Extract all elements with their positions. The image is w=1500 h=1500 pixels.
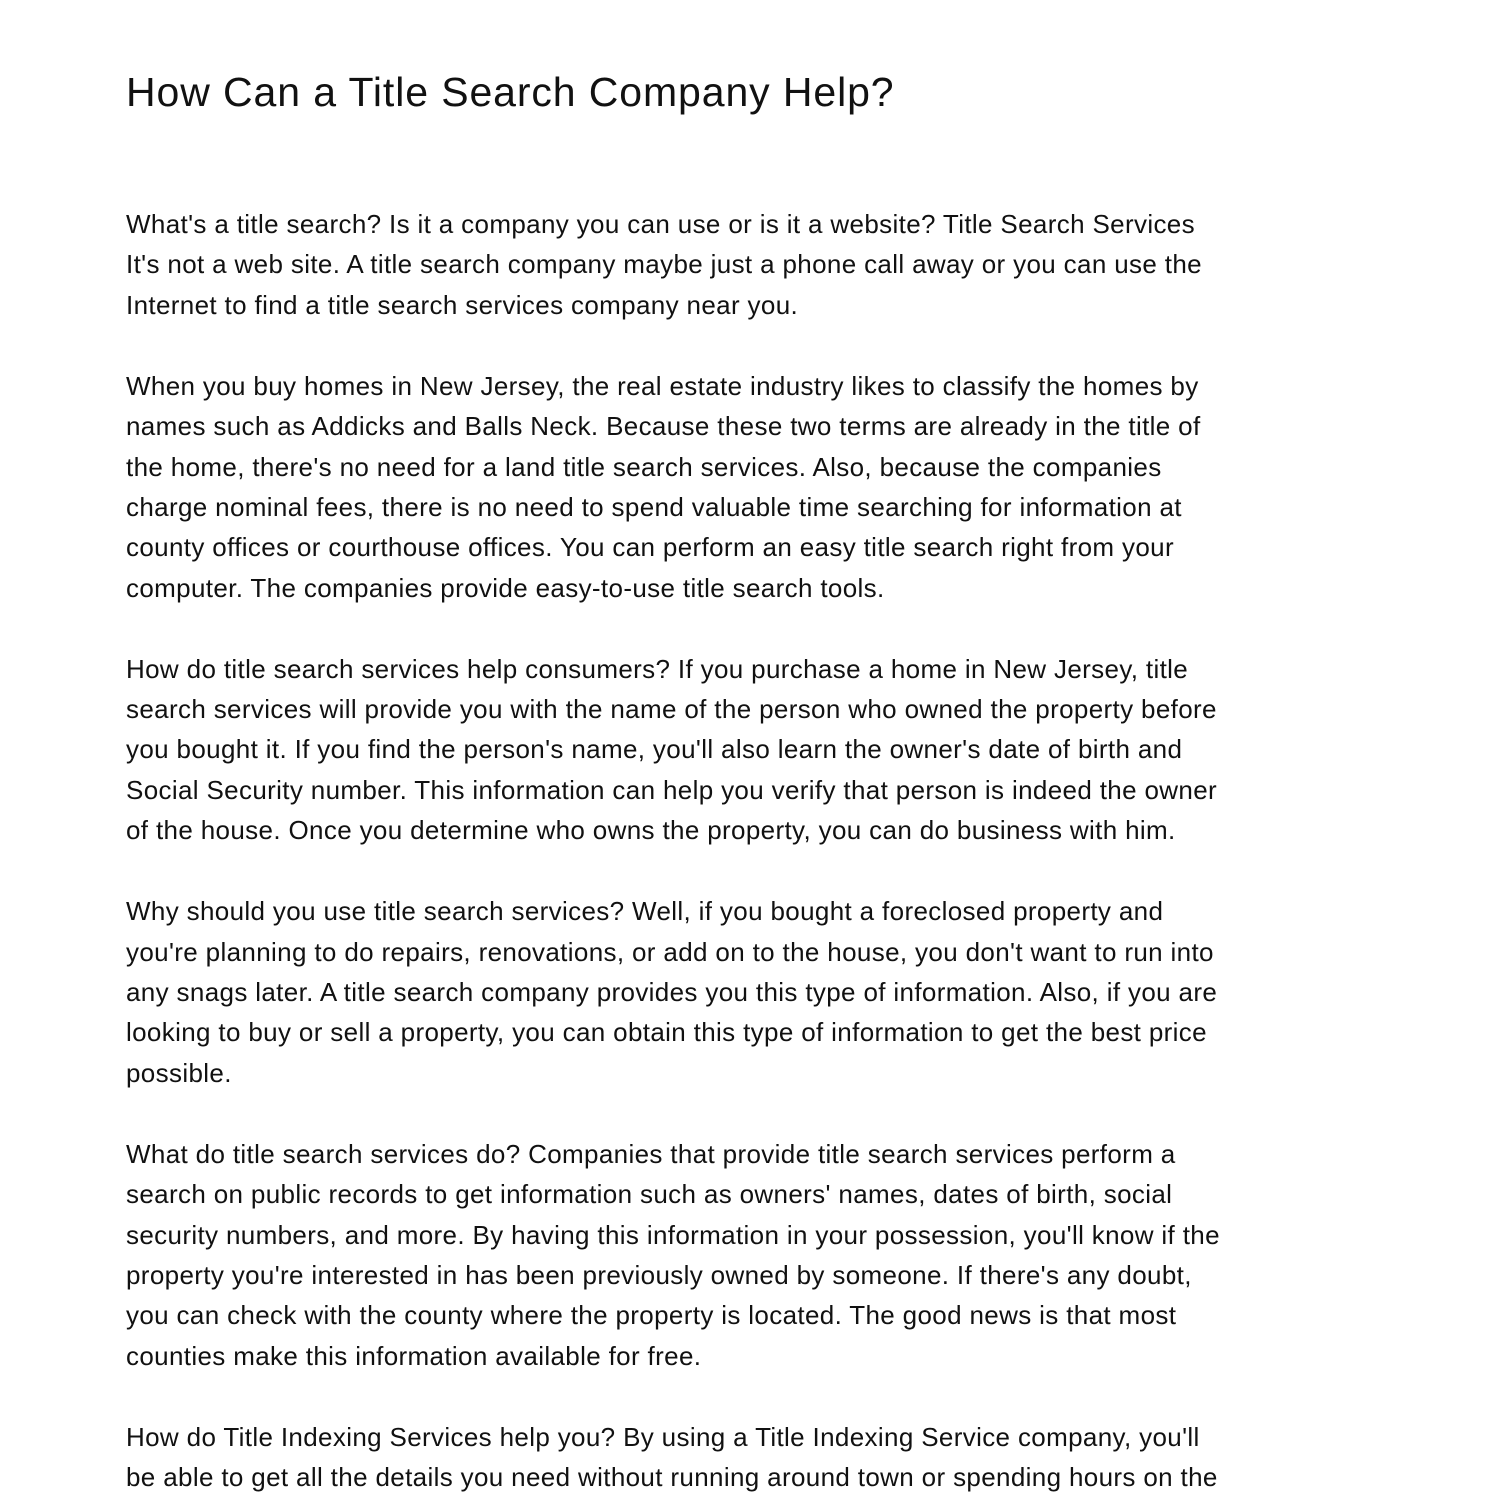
paragraph-line: search services will provide you with the name of the person who owned the property before [126, 694, 1217, 725]
paragraph-line: security numbers, and more. By having this information in your possession, you'll know if the [126, 1219, 1220, 1250]
paragraph-line: What's a title search? Is it a company you can use or is it a website? Title Search Services [126, 209, 1195, 239]
paragraph-line: you're planning to do repairs, renovations, or add on to the house, you don't want to run into [126, 936, 1214, 967]
paragraph-line: property you're interested in has been previously owned by someone. If there's any doubt, [126, 1259, 1192, 1290]
paragraph-line: looking to buy or sell a property, you can obtain this type of information to get the best price [126, 1017, 1207, 1048]
paragraph-line: Internet to find a title search services company near you. [126, 289, 799, 320]
paragraph-4 [126, 891, 1376, 1093]
paragraph-6 [126, 1417, 1376, 1498]
paragraph-line: What do title search services do? Companies that provide title search services perform a [126, 1138, 1176, 1169]
paragraph-3 [126, 649, 1376, 851]
paragraph-line: the home, there's no need for a land title search services. Also, because the companies [126, 451, 1162, 482]
paragraph-line: county offices or courthouse offices. You can perform an easy title search right from your [126, 532, 1174, 563]
paragraph-line: of the house. Once you determine who owns the property, you can do business with him. [126, 815, 1176, 846]
paragraph-line: Social Security number. This information can help you verify that person is indeed the owner [126, 774, 1218, 805]
paragraph-2 [126, 366, 1376, 608]
paragraph-5 [126, 1134, 1376, 1376]
paragraph-line: Why should you use title search services? Well, if you bought a foreclosed property and [126, 896, 1164, 927]
paragraph-line: How do title search services help consumers? If you purchase a home in New Jersey, title [126, 653, 1189, 684]
paragraph-line: It's not a web site. A title search company maybe just a phone call away or you can use the [126, 249, 1202, 280]
document-body [126, 204, 1376, 1500]
paragraph-line: be able to get all the details you need without running around town or spending hours on the [126, 1462, 1218, 1493]
paragraph-line: you can check with the county where the property is located. The good news is that most [126, 1300, 1177, 1331]
paragraph-line: any snags later. A title search company provides you this type of information. Also, if you are [126, 977, 1218, 1007]
paragraph-line: you bought it. If you find the person's name, you'll also learn the owner's date of birth and [126, 734, 1183, 765]
paragraph-line: charge nominal fees, there is no need to spend valuable time searching for information at [126, 491, 1182, 522]
paragraph-line: counties make this information available for free. [126, 1340, 702, 1371]
paragraph-line: search on public records to get information such as owners' names, dates of birth, social [126, 1179, 1173, 1210]
paragraph-line: names such as Addicks and Balls Neck. Because these two terms are already in the title of [126, 411, 1201, 442]
paragraph-1 [126, 204, 1376, 325]
paragraph-line: possible. [126, 1057, 232, 1088]
paragraph-line: How do Title Indexing Services help you? By using a Title Indexing Service company, you'll [126, 1421, 1200, 1452]
paragraph-line: When you buy homes in New Jersey, the real estate industry likes to classify the homes by [126, 370, 1199, 401]
paragraph-line: computer. The companies provide easy-to-use title search tools. [126, 572, 885, 603]
document-title: How Can a Title Search Company Help? [126, 69, 895, 115]
